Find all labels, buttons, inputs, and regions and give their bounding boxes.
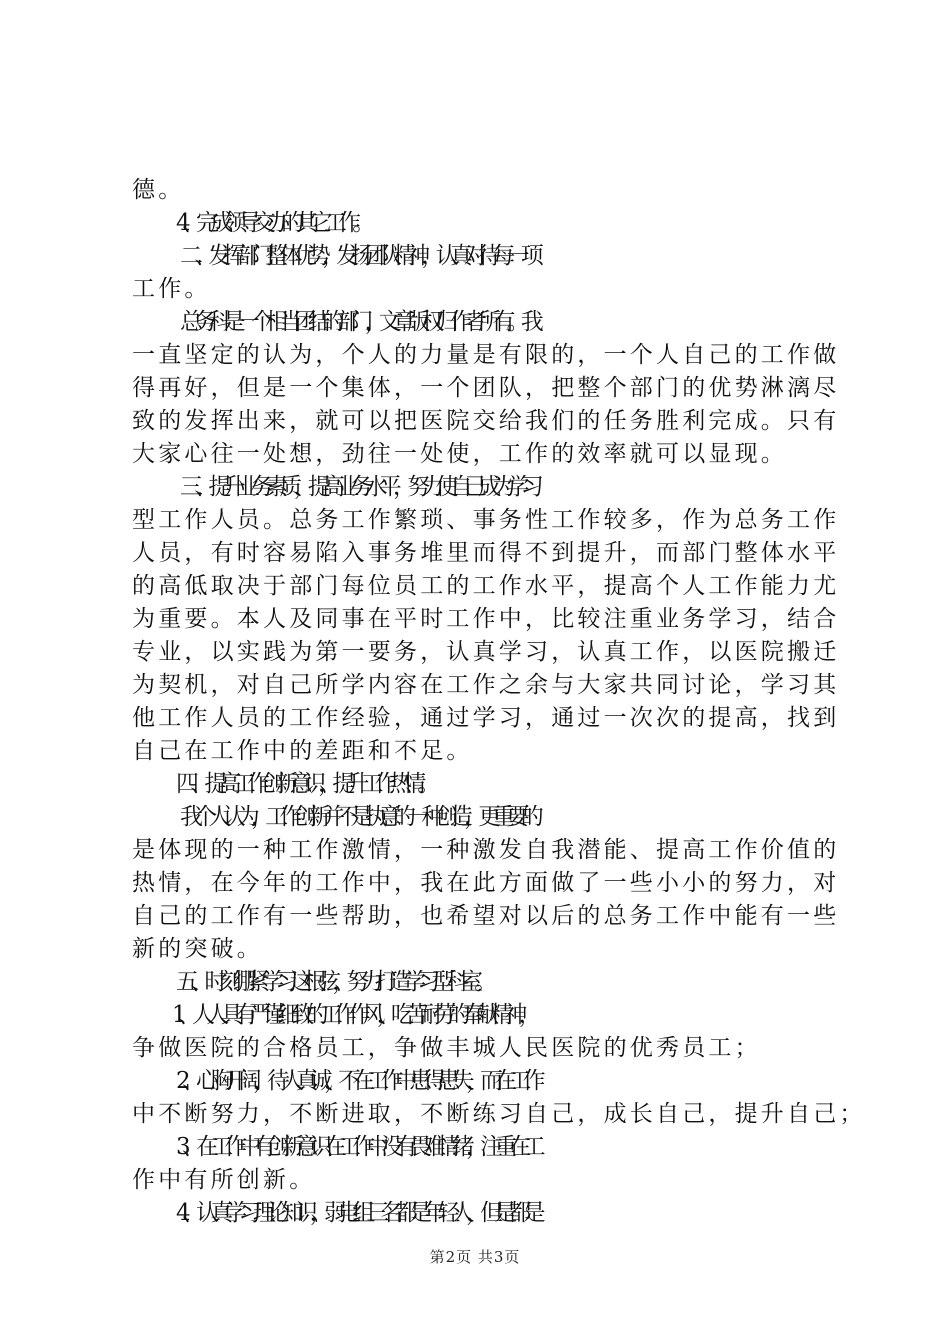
text-line: 3、在工作中有创新意识在工作中没有畏难情绪，注重在工 — [176, 1134, 537, 1160]
text-line: 自己的工作有一些帮助，也希望对以后的总务工作中能有一些 — [132, 903, 840, 929]
text-line: 工作。 — [132, 276, 211, 302]
text-line: 自己在工作中的差距和不足。 — [132, 738, 473, 764]
text-line: 4、完成领导交办的其它工作。 — [176, 210, 367, 236]
page-number-footer: 第2页 共3页 — [429, 1248, 521, 1266]
text-line: 专业，以实践为第一要务，认真学习，认真工作，以医院搬迁 — [132, 639, 840, 665]
text-line: 是体现的一种工作激情，一种激发自我潜能、提高工作价值的 — [132, 837, 840, 863]
text-line: 人员，有时容易陷入事务堆里而得不到提升，而部门整体水平 — [132, 540, 840, 566]
text-line: 德。 — [132, 177, 185, 203]
text-line: 三、提升业务素质，提高业务水平，努力使自己成为学习 — [180, 474, 536, 500]
text-line: 总务科是一个相当团结的部门，文章版权归作者所有。我 — [180, 309, 536, 335]
text-line: 大家心往一处想，劲往一处使，工作的效率就可以显现。 — [132, 441, 787, 467]
text-line: 为重要。本人及同事在平时工作中，比较注重业务学习，结合 — [132, 606, 840, 632]
text-line: 我个人认为，工作创新并不是执意的一种创造，更重要的 — [180, 804, 536, 830]
text-line: 为契机，对自己所学内容在工作之余与大家共同讨论，学习其 — [132, 672, 840, 698]
text-line: 致的发挥出来，就可以把医院交给我们的任务胜利完成。只有 — [132, 408, 840, 434]
text-line: 新的突破。 — [132, 936, 263, 962]
text-line: 2、心胸开阔，待人真诚，不在工作中患得患失，而在工作 — [176, 1068, 537, 1094]
text-line: 的高低取决于部门每位员工的工作水平，提高个人工作能力尤 — [132, 573, 840, 599]
text-line: 4、认真学习理论知识，弱电组三名都是年轻人，但是都是 — [176, 1200, 537, 1226]
text-line: 一直坚定的认为，个人的力量是有限的，一个人自己的工作做 — [132, 342, 840, 368]
text-line: 他工作人员的工作经验，通过学习，通过一次次的提高，找到 — [132, 705, 840, 731]
text-line: 作中有所创新。 — [132, 1167, 316, 1193]
text-line: 争做医院的合格员工，争做丰城人民医院的优秀员工； — [132, 1035, 761, 1061]
text-line: 五、时刻绷紧学习这根弦，努力打造学习型科室。 — [176, 969, 489, 995]
text-line: 二、发挥部门整体优势，发扬团队精神，认真对待每一项 — [180, 243, 536, 269]
text-line: 1、人人具有严谨细致的工作作风，吃苦耐劳的奉献精神， — [172, 1002, 533, 1028]
text-line: 得再好，但是一个集体，一个团队，把整个部门的优势淋漓尽 — [132, 375, 840, 401]
text-line: 四、提高工作创新意识，提升工作热情。 — [176, 771, 432, 797]
text-line: 型工作人员。总务工作繁琐、事务性工作较多，作为总务工作 — [132, 507, 840, 533]
text-line: 热情，在今年的工作中，我在此方面做了一些小小的努力，对 — [132, 870, 840, 896]
text-line: 中不断努力，不断进取，不断练习自己，成长自己，提升自己； — [132, 1101, 866, 1127]
